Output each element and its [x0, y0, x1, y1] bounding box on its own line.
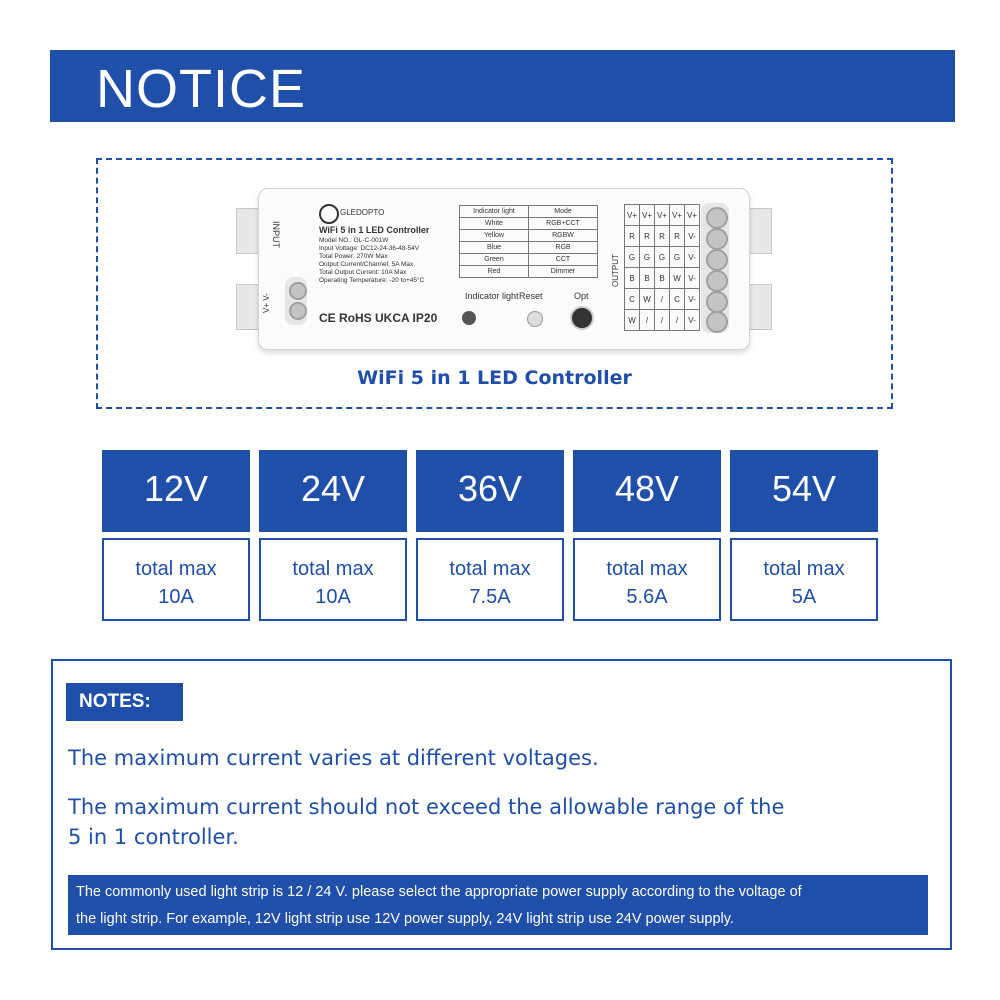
notes-label	[66, 683, 183, 721]
voltage-card	[102, 450, 250, 532]
mode-table-cell: RGB+CCT	[529, 218, 598, 230]
voltage-value: 24V	[300, 468, 366, 509]
terminal-screw	[706, 207, 728, 229]
pin-cell: V-	[685, 247, 700, 268]
pin-cell: C	[625, 289, 640, 310]
pin-cell: W	[640, 289, 655, 310]
product-frame	[96, 158, 893, 409]
pin-cell: R	[670, 226, 685, 247]
pin-cell: V+	[685, 205, 700, 226]
spec-line: Output Current/Channel: 5A Max	[319, 261, 414, 268]
spec-line: Input Voltage: DC12-24-36-48-54V	[319, 245, 420, 252]
pin-cell: V+	[640, 205, 655, 226]
notes-label-text: NOTES:	[79, 691, 151, 712]
pin-cell: R	[640, 226, 655, 247]
terminal-screw	[289, 302, 307, 320]
controller-device-image	[258, 188, 748, 348]
mode-table-header: Mode	[529, 206, 598, 218]
current-card	[730, 538, 878, 621]
pin-cell: B	[625, 268, 640, 289]
spec-line: Operating Temperature: -20 to+45°C	[319, 277, 425, 284]
terminal-screw	[289, 282, 307, 300]
mode-table-cell: Red	[460, 266, 529, 278]
mode-table-cell: Dimmer	[529, 266, 598, 278]
voltage-card	[573, 450, 721, 532]
pin-cell: V+	[655, 205, 670, 226]
note-text: The maximum current should not exceed the allowable range of the	[68, 795, 785, 819]
mode-table-header: Indicator light	[460, 206, 529, 218]
terminal-screw	[706, 291, 728, 313]
notice-banner	[50, 50, 955, 122]
controller-body	[258, 188, 750, 350]
pin-cell: /	[655, 289, 670, 310]
pin-cell: /	[640, 310, 655, 331]
current-label: total max	[606, 558, 688, 580]
output-label: OUTPUT	[611, 254, 620, 287]
mode-table-cell: Green	[460, 254, 529, 266]
note-highlight-bar	[68, 875, 928, 935]
pin-cell: G	[655, 247, 670, 268]
pin-cell: B	[655, 268, 670, 289]
current-value: 10A	[315, 586, 351, 608]
input-label: INPUT	[271, 221, 281, 248]
note-text: The maximum current varies at different voltages.	[68, 746, 599, 770]
pin-cell: /	[670, 310, 685, 331]
pin-cell: V+	[670, 205, 685, 226]
reset-label: Reset	[519, 291, 543, 301]
terminal-screw	[706, 249, 728, 271]
voltage-value: 36V	[457, 468, 523, 509]
current-card	[259, 538, 407, 621]
note-bar-text: the light strip. For example, 12V light strip use 12V power supply, 24V light strip use 24V power supply.	[76, 911, 734, 927]
pin-cell: G	[625, 247, 640, 268]
gledopto-logo-icon	[319, 204, 339, 224]
mode-table	[459, 205, 598, 278]
pin-cell: W	[625, 310, 640, 331]
current-value: 5A	[791, 586, 817, 608]
pin-cell: W	[670, 268, 685, 289]
terminal-screw	[706, 228, 728, 250]
current-value: 10A	[158, 586, 194, 608]
voltage-card	[730, 450, 878, 532]
current-card	[573, 538, 721, 621]
certification-marks: CE RoHS UKCA IP20	[319, 311, 438, 325]
notice-title: NOTICE	[96, 59, 307, 119]
indicator-light-label: Indicator light	[465, 291, 519, 301]
pin-cell: /	[655, 310, 670, 331]
notes-panel	[51, 659, 952, 950]
mode-table-cell: White	[460, 218, 529, 230]
mode-table-cell: CCT	[529, 254, 598, 266]
terminal-screw	[706, 311, 728, 333]
note-bar-text: The commonly used light strip is 12 / 24 V. please select the appropriate power supply according to the voltage of	[76, 884, 802, 900]
spec-line: Total Output Current: 10A Max	[319, 269, 407, 276]
pin-cell: R	[655, 226, 670, 247]
pin-cell: V-	[685, 226, 700, 247]
current-value: 7.5A	[469, 586, 511, 608]
opt-label: Opt	[574, 291, 589, 301]
current-label: total max	[449, 558, 531, 580]
pin-cell: V-	[685, 268, 700, 289]
note-text: 5 in 1 controller.	[68, 825, 239, 849]
indicator-light-icon	[462, 311, 476, 325]
device-name: WiFi 5 in 1 LED Controller	[319, 225, 430, 235]
input-pins-label: V+ V-	[262, 293, 271, 313]
voltage-value: 12V	[143, 468, 209, 509]
brand-name: GLEDOPTO	[340, 208, 385, 217]
voltage-card	[416, 450, 564, 532]
voltage-card	[259, 450, 407, 532]
spec-line: Model NO.: GL-C-001W	[319, 237, 389, 244]
product-caption: WiFi 5 in 1 LED Controller	[357, 367, 632, 389]
mode-table-cell: RGB	[529, 242, 598, 254]
current-card	[102, 538, 250, 621]
current-label: total max	[135, 558, 217, 580]
mode-table-cell: RGBW	[529, 230, 598, 242]
mode-table-cell: Yellow	[460, 230, 529, 242]
spec-line: Total Power: 270W Max	[319, 253, 388, 260]
reset-button-icon	[527, 311, 543, 327]
voltage-value: 48V	[614, 468, 680, 509]
pin-cell: V-	[685, 310, 700, 331]
opt-button-icon	[570, 306, 594, 330]
output-pin-grid	[624, 204, 700, 331]
mode-table-cell: Blue	[460, 242, 529, 254]
terminal-screw	[706, 270, 728, 292]
current-label: total max	[292, 558, 374, 580]
pin-cell: B	[640, 268, 655, 289]
current-value: 5.6A	[626, 586, 668, 608]
pin-cell: R	[625, 226, 640, 247]
pin-cell: G	[640, 247, 655, 268]
current-label: total max	[763, 558, 845, 580]
pin-cell: V+	[625, 205, 640, 226]
pin-cell: G	[670, 247, 685, 268]
voltage-value: 54V	[771, 468, 837, 509]
pin-cell: V-	[685, 289, 700, 310]
pin-cell: C	[670, 289, 685, 310]
current-card	[416, 538, 564, 621]
